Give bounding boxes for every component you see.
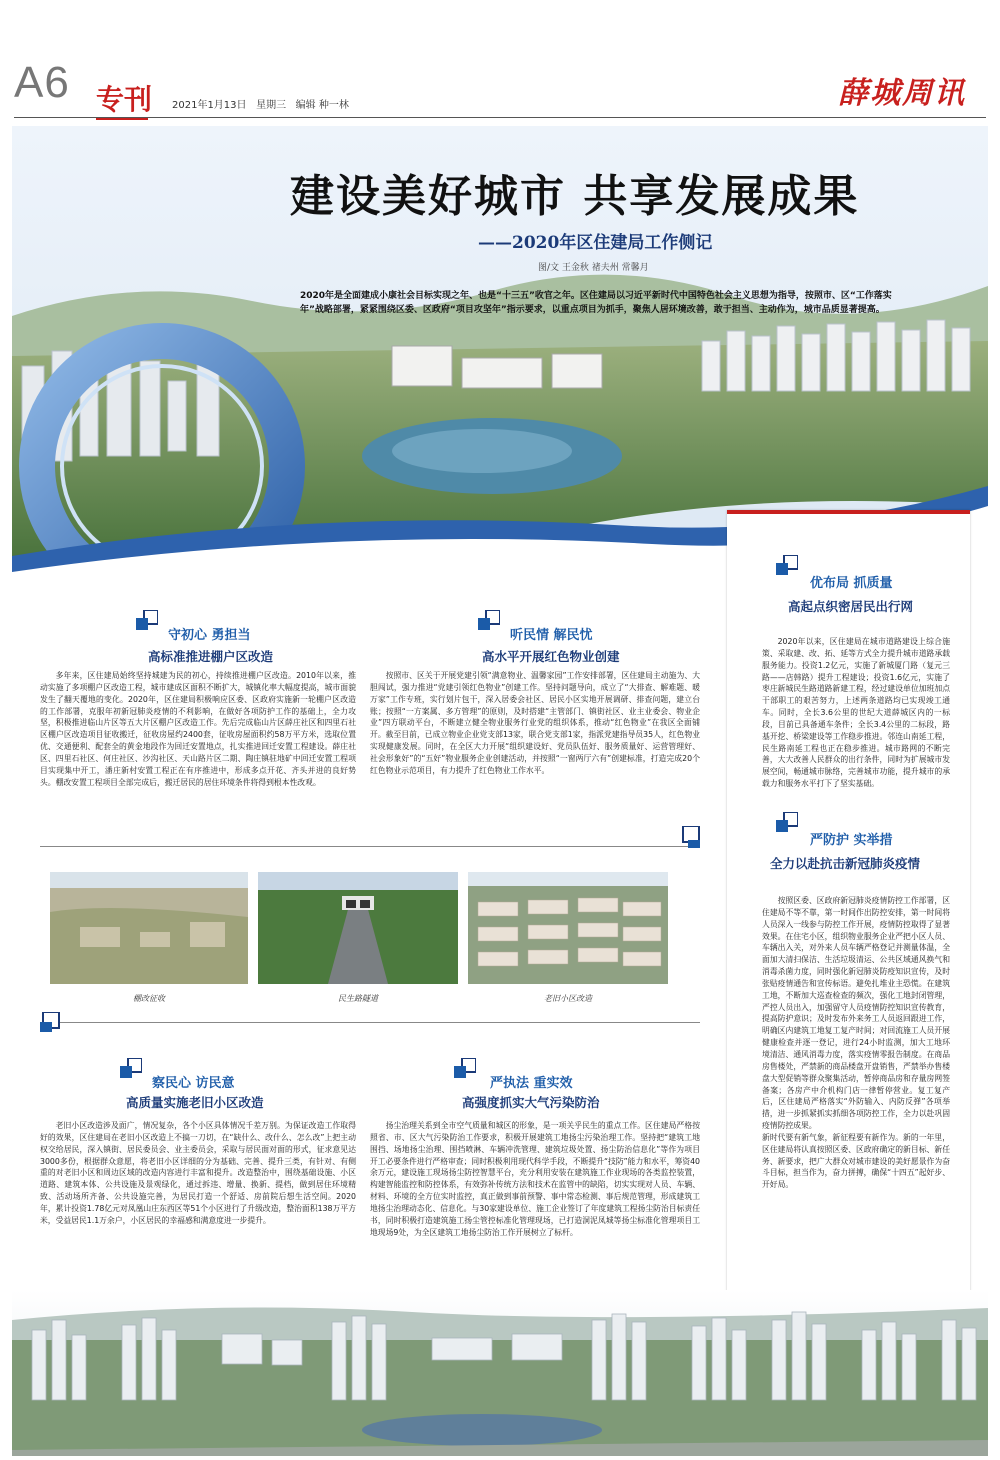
lede-paragraph: 2020年是全面建成小康社会目标实现之年、也是“十三五”收官之年。区住建局以习近平新时代中国特色社会主义思想为指导，按照市、区“工作落实年”战略部署，紧紧围绕区委、区政府“项目攻坚年”指示要求，以重点项目为抓手，聚焦人居环境改善，敢于担当、主动作为，城市品质显著提高。 [300, 291, 892, 315]
photo-image [50, 872, 248, 984]
section-title-1: 听民情 解民忧 [510, 628, 593, 643]
photo-old-community [468, 872, 668, 984]
weekday: 星期三 [256, 100, 287, 111]
photo-image [258, 872, 458, 984]
section-square-icon [478, 610, 500, 632]
article-body: 2020年以来，区住建局在城市道路建设上综合施策、采取建、改、拓、延等方式全力提升城市道路承载服务能力。投资1.2亿元，实施了新城厦门路（复元三路——店韩路）提升工程建设；投资1.6亿元，实施了枣庄新城民生路道路新建工程，经过建设单位加班加点干部职工的艰苦努力，上述两条道路均已实现竣工通车。同时，全长3.6公里的世纪大道薛城区内的一标段，目前已具备通车条件；全长3.4公里的二标段，路基开挖、桥梁建设等工作稳步推进。邻连山南延工程，民生路南延工程也正在稳步推进。城市路网的不断完善，大大改善人民群众的出行条件，同时为扩展城市发展空间，畅通城市脉络，完善城市功能，提升城市的承载力和服务水平打下了坚实基础。 [762, 637, 950, 789]
section-square-icon [776, 555, 798, 577]
article-body: 老旧小区改造涉及面广，情况复杂，各个小区具体情况千差万别。为保证改造工作取得好的效果，区住建局在老旧小区改造上不搞一刀切，在“缺什么、改什么、怎么改”上把主动权交给居民，深入镇街、居民委员会、业主委员会，采取与居民面对面的形式，征求意见达3000多份，根据群众意愿，将老旧小区详细的分为基础、完善、提升三类，有针对、有侧重的对老旧小区和周边区域的改造内容进行丰富和提升。改造整治中，围绕基础设施、小区道路、建筑本体、公共设施及景观绿化，通过拆违、增量、换新、提档，做到居住环境精致、活动场所齐备、公共设施完善，为居民打造一个舒适、房前院后想生活空间。2020年，累计投资1.78亿元对凤凰山庄东西区等51个小区进行了升级改造，整治面积138万平方米，受益居民1.1万余户，小区居民的幸福感和满意度进一步提升。 [40, 1121, 356, 1225]
photo-caption: 棚改征收 [133, 994, 165, 1003]
section-title-1: 守初心 勇担当 [168, 628, 251, 643]
photo-image [12, 1290, 988, 1456]
section-square-icon [454, 1058, 476, 1080]
article-body: 按照区委、区政府新冠肺炎疫情防控工作部署，区住建局不等不靠，第一时间作出防控安排，第一时间将人员深入一线参与防控工作开展，疫情防控取得了显著效果。在住宅小区，组织物业服务企业严把小区人员、车辆出入关，对外来人员车辆严格登记并测量体温，全面加大清扫保洁、生活垃圾清运、公共区域通风换气和消毒杀菌力度，同时强化新冠肺炎防疫知识宣传，及时张贴疫情通告和宣传标语。避免扎堆业主恐慌。在建筑工地，不断加大巡查检查的频次，强化工地封闭管理，严控人员出入，加强留守人员疫情防控知识宣传教育，提高防护意识；及时发布外来务工人员返回跟进工作，明确区内建筑工地复工复产时间；对回流施工人员开展健康检查并逐一登记，进行24小时监测，加大工地环境清洁、通风消毒力度，落实疫情零报告制度。在商品房售楼处，严禁新的商品楼盘开盘销售，严禁举办售楼盘大型促销等群众聚集活动，暂停商品房和存量房网签备案；各房产中介机构门店一律暂停营业。复工复产后，区住建局严格落实“外防输入、内防反弹”各项举措，进一步抓紧抓实抓细各项防控工作，全力以赴巩固疫情防控成果。 新时代要有新气象，新征程要有新作为。新的一年里，区住建局将认真按照区委、区政府确定的新目标、新任务、新要求，把广大群众对城市建设的美好愿景作为奋斗目标，担当作为，奋力拼搏，确保“十四五”起好步、开好局。 [762, 896, 950, 1190]
photo-tunnel [258, 872, 458, 984]
main-subheadline: ——2020年区住建局工作侧记 [478, 233, 713, 253]
editor: 编辑 种一林 [295, 100, 349, 111]
masthead-logo: 薛城周讯 [838, 76, 966, 111]
photo-shantytown [50, 872, 248, 984]
section-title-2: 高质量实施老旧小区改造 [126, 1095, 264, 1110]
corner-square-icon [680, 826, 702, 848]
section-title-2: 全力以赴抗击新冠肺炎疫情 [770, 856, 921, 871]
section-square-icon [136, 610, 158, 632]
section-title-1: 优布局 抓质量 [810, 576, 893, 591]
section-title-2: 高强度抓实大气污染防治 [462, 1095, 600, 1110]
section-square-icon [776, 812, 798, 834]
divider [40, 1022, 700, 1023]
section-title-1: 察民心 访民意 [152, 1076, 235, 1091]
header-rule [14, 117, 986, 118]
photo-caption: 老旧小区改造 [544, 994, 592, 1003]
page-number: A6 [14, 58, 70, 107]
article-body: 按照市、区关于开展党建引领“满意物业、温馨家园”工作安排部署，区住建局主动施为、大胆闯试，强力推进“党建引领红色物业”创建工作。坚持问题导向，成立了“大排查、解难题、暖万家”工作专班，实行划片包干，深入居委会社区、居民小区实地开展调研、排查问题，建立台账；按照“一方案属、多方管理”的原则，及时搭建“主管部门、镇街社区、业主业委会、物业企业”四方联动平台，不断建立健全物业服务行业党的组织体系，推动“红色物业”在我区全面铺开。截至目前，已成立物业企业党支部13家，联合党支部1家，指派党建指导员35人，红色物业实现健康发展。同时，在全区大力开展“组织建设好、党员队伍好、服务质量好、运营管理好、社会形象好”的“五好”物业服务企业创建活动，并按照“一窗两厅六有”创建标准，打造完成20个红色物业示范项目，有力提升了红色物业工作水平。 [370, 671, 700, 775]
divider [40, 846, 700, 847]
issue-date: 2021年1月13日 [172, 100, 247, 111]
section-name: 专刊 [96, 83, 153, 116]
section-title-1: 严执法 重实效 [490, 1076, 573, 1091]
article-body: 多年来，区住建局始终坚持城建为民的初心，持续推进棚户区改造。2010年以来，推动实施了多项棚户区改造工程，城市建成区面积不断扩大，城镇化率大幅度提高，城市面貌发生了翻天覆地的变化。2020年，区住建局积极响应区委、区政府实施新一轮棚户区改造的工作部署，克服年初新冠肺炎疫情的不利影响，在做好各项防护工作的基础上，全力攻坚，积极推进临山片区等五大片区棚户区改造工作。先后完成临山片区薛庄社区和四里石社区棚户区改造项目征收搬迁，征收房屋约2400套，征收房屋面积约58万平方米，选取位置优、交通便利、配套全的黄金地段作为回迁安置地点，扎实推进回迁安置工程建设。薛庄社区、四里石社区、何庄社区、沙沟社区、天山路片区二期、陶庄镇驻地矿中回迁安置工程项目实现集中开工，潘庄新村安置工程正在有序推进中，形成多点开花、齐头并进的良好势头。棚改安置工程项目全部完成后，搬迁居民的居住环境条件将得到根本性改观。 [40, 671, 356, 787]
main-headline: 建设美好城市 共享发展成果 [290, 171, 860, 222]
section-square-icon [120, 1058, 142, 1080]
section-title-2: 高水平开展红色物业创建 [482, 649, 620, 664]
photo-image [468, 872, 668, 984]
photo-caption: 民生路隧道 [338, 994, 378, 1003]
byline: 图/文 王金秋 禇夫州 常馨月 [538, 263, 649, 273]
dateline [172, 96, 349, 111]
article-body: 扬尘治理关系到全市空气质量和城区的形象，是一项关乎民生的重点工作。区住建局严格按照省、市、区大气污染防治工作要求，积极开展建筑工地扬尘污染治理工作。坚持把“建筑工地围挡、场地扬尘治理、围挡喷淋、车辆冲洗管理、建筑垃圾处置、扬尘防治信息化”等作为项目开工必要条件进行严格审查；同时积极利用现代科学手段，不断提升“技防”能力和水平，筹资40余万元，建设施工现场扬尘防控智慧平台，充分利用安装在建筑施工作业现场的各类监控装置，构建智能监控和防控体系，有效弥补传统方法和技术在监管中的缺陷，切实实现对人员、车辆、材料、环境的全方位实时监控，真正做到事前预警、事中常态检测、事后规范管理，形成建筑工地扬尘治理动态化、信息化。与30家建设单位、施工企业签订了年度建筑工程扬尘防治目标责任书，同时积极打造建筑施工扬尘管控标准化管理现场，已打造洞泥凤城等扬尘标准化管理项目工地现场9处，为全区建筑工地扬尘防治工作开展树立了标杆。 [370, 1121, 700, 1237]
section-title-2: 高标准推进棚户区改造 [148, 649, 274, 664]
section-title-1: 严防护 实举措 [810, 833, 893, 848]
section-title-2: 高起点织密居民出行网 [788, 599, 914, 614]
corner-square-icon [40, 1012, 62, 1034]
bottom-city-panorama [12, 1290, 988, 1456]
